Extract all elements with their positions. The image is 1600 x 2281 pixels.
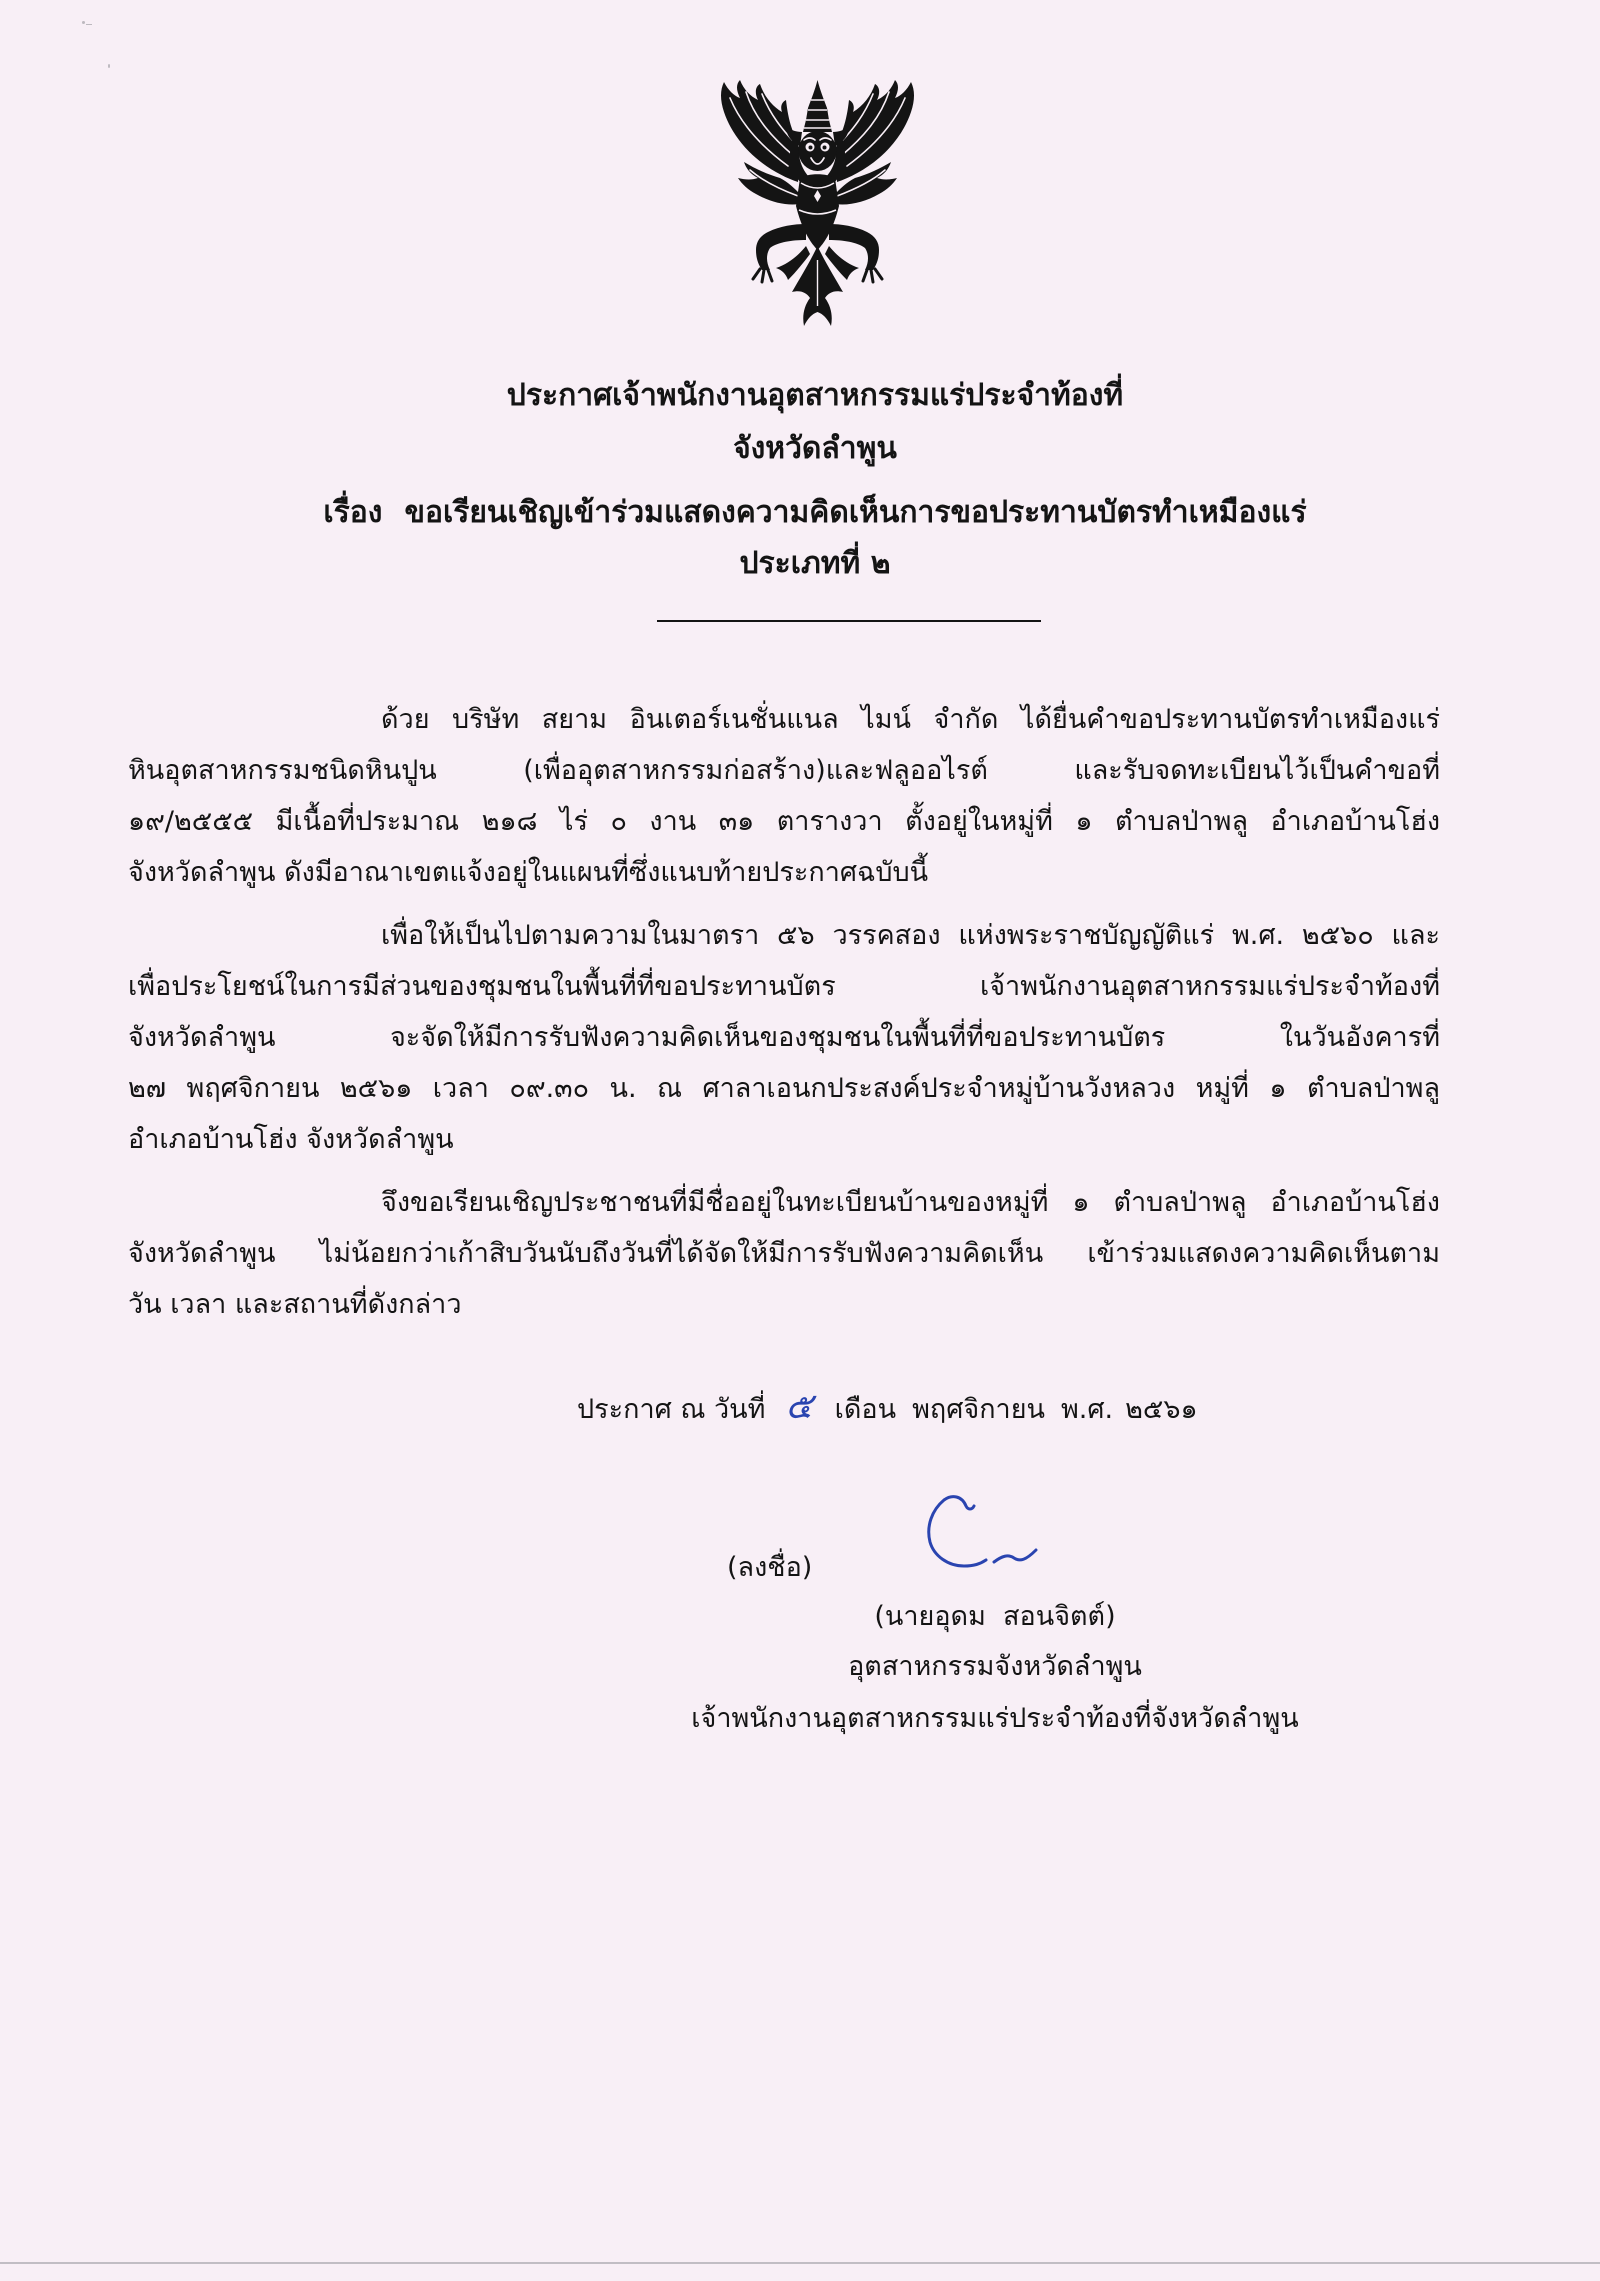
paragraph-hearing: [128, 910, 1440, 1165]
province-title: จังหวัดลำพูน: [733, 431, 897, 466]
subject-label: เรื่อง: [323, 495, 383, 530]
body-line: เพื่อประโยชน์ในการมีส่วนของชุมชนในพื้นที่ที่ขอประทานบัตร เจ้าพนักงานอุตสาหกรรมแร่ประจำท้องที่: [128, 971, 1440, 1002]
body-line: จังหวัดลำพูน ไม่น้อยกว่าเก้าสิบวันนับถึงวันที่ได้จัดให้มีการรับฟังความคิดเห็น เข้าร่วมแสดงความคิดเห็นตาม: [128, 1238, 1440, 1269]
body-line: อำเภอบ้านโฮ่ง จังหวัดลำพูน: [128, 1124, 454, 1155]
body-line: ๑๙/๒๕๕๕ มีเนื้อที่ประมาณ ๒๑๘ ไร่ ๐ งาน ๓๑ ตารางวา ตั้งอยู่ในหมู่ที่ ๑ ตำบลป่าพลู อำเภอบ้านโฮ่ง: [128, 806, 1440, 837]
scan-speck: [86, 24, 92, 25]
date-prefix: ประกาศ ณ วันที่: [577, 1394, 766, 1425]
subject-text: ขอเรียนเชิญเข้าร่วมแสดงความคิดเห็นการขอประทานบัตรทำเหมืองแร่: [404, 495, 1307, 530]
month-value: พฤศจิกายน: [912, 1394, 1045, 1425]
paragraph-applicant: [128, 694, 1440, 898]
body-line: จังหวัดลำพูน จะจัดให้มีการรับฟังความคิดเห็นของชุมชนในพื้นที่ที่ขอประทานบัตร ในวันอังคารที่: [128, 1022, 1440, 1053]
mining-category-title: ประเภทที่ ๒: [739, 546, 891, 581]
signatory-name: (นายอุดม สอนจิตต์): [874, 1601, 1116, 1632]
paragraph-invitation: [128, 1177, 1440, 1330]
signatory-position: อุตสาหกรรมจังหวัดลำพูน: [848, 1651, 1142, 1682]
title-underline: [657, 620, 1041, 622]
body-line: เพื่อให้เป็นไปตามความในมาตรา ๕๖ วรรคสอง แห่งพระราชบัญญัติแร่ พ.ศ. ๒๕๖๐ และ: [381, 920, 1440, 951]
scan-speck: [108, 64, 110, 68]
subject-line: [215, 489, 1415, 537]
handwritten-day: ๕: [785, 1386, 813, 1427]
announcement-date: [577, 1382, 1198, 1432]
body-line: ๒๗ พฤศจิกายน ๒๕๖๑ เวลา ๐๙.๓๐ น. ณ ศาลาเอนกประสงค์ประจำหมู่บ้านวังหลวง หมู่ที่ ๑ ตำบลป่าพลู: [128, 1073, 1440, 1104]
signatory-title: เจ้าพนักงานอุตสาหกรรมแร่ประจำท้องที่จังหวัดลำพูน: [691, 1703, 1299, 1734]
body-line: วัน เวลา และสถานที่ดังกล่าว: [128, 1289, 462, 1320]
scan-speck: [82, 21, 85, 24]
year-value: ๒๕๖๑: [1125, 1394, 1198, 1425]
body-line: ด้วย บริษัท สยาม อินเตอร์เนชั่นแนล ไมน์ จำกัด ได้ยื่นคำขอประทานบัตรทำเหมืองแร่: [381, 704, 1440, 735]
year-label: พ.ศ.: [1061, 1394, 1114, 1425]
month-label: เดือน: [834, 1394, 897, 1425]
garuda-emblem-icon: [700, 78, 935, 330]
body-line: หินอุตสาหกรรมชนิดหินปูน (เพื่ออุตสาหกรรมก่อสร้าง)และฟลูออไรต์ และรับจดทะเบียนไว้เป็นคำขอที่: [128, 755, 1440, 786]
announcement-title: ประกาศเจ้าพนักงานอุตสาหกรรมแร่ประจำท้องที่: [506, 378, 1124, 413]
body-line: จึงขอเรียนเชิญประชาชนที่มีชื่ออยู่ในทะเบียนบ้านของหมู่ที่ ๑ ตำบลป่าพลู อำเภอบ้านโฮ่ง: [381, 1187, 1440, 1218]
announcement-body: [128, 694, 1440, 1342]
handwritten-signature: [900, 1486, 1060, 1606]
scan-edge-line: [0, 2262, 1600, 2264]
body-line: จังหวัดลำพูน ดังมีอาณาเขตแจ้งอยู่ในแผนที่ซึ่งแนบท้ายประกาศฉบับนี้: [128, 857, 929, 888]
signature-label: (ลงชื่อ): [727, 1552, 813, 1583]
